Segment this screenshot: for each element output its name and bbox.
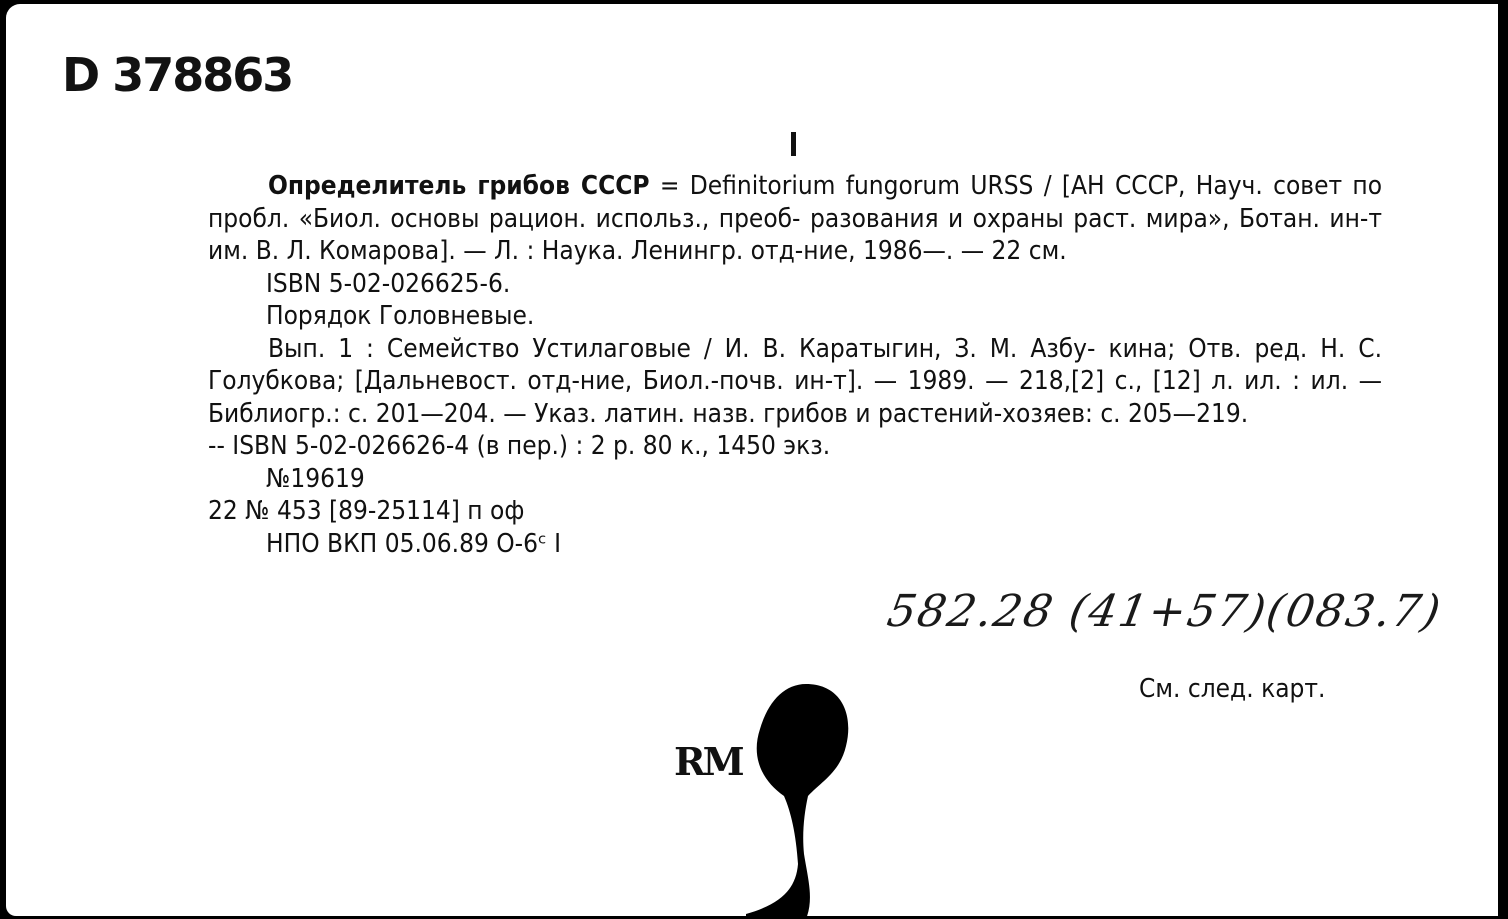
card-number: №19619 [266, 463, 365, 494]
card-id: D 378863 [62, 48, 293, 102]
handwritten-shelfmark: 582.28 (41+57)(083.7) [883, 586, 1446, 637]
volume-description [208, 333, 1382, 431]
registry-line-2: НПО ВКП 05.06.89 О-6ᶜ I [266, 528, 561, 559]
volume-line-1: Вып. 1 : Семейство Устилаговые / И. В. Каратыгин, З. М. Азбу- [268, 333, 1096, 364]
description-line-4: Л. : Наука. Ленингр. отд-ние, 1986—. — 22 см. [494, 236, 1067, 266]
rm-stamp: RM [674, 739, 742, 784]
volume-isbn-line: -- ISBN 5-02-026626-4 (в пер.) : 2 р. 80 к., 1450 экз. [208, 431, 831, 461]
bibliographic-entry [208, 170, 1382, 560]
description-line-3: разования и охраны раст. мира», Ботан. ин-т им. В. Л. Комарова]. — [208, 203, 1382, 266]
isbn-line: ISBN 5-02-026625-6. [266, 268, 511, 299]
volume-line-4: 201—204. — Указ. латин. назв. грибов и растений-хозяев: с. 205—219. [375, 398, 1249, 429]
registry-line-1: 22 № 453 [89-25114] п оф [208, 496, 525, 526]
catalog-card [6, 4, 1498, 916]
volume-line-2: кина; Отв. ред. Н. С. Голубкова; [Дальневост. отд-ние, Биол.-почв. [208, 333, 1382, 396]
series-line: Порядок Головневые. [266, 301, 535, 331]
punch-mark [791, 132, 796, 156]
main-description [208, 170, 1382, 268]
see-next-card: См. след. карт. [1139, 674, 1326, 704]
description-line-1: = Definitorium fungorum URSS / [AH [659, 171, 1105, 201]
ink-blot [746, 684, 866, 916]
entry-title: Определитель грибов СССР [268, 171, 650, 201]
volume-line-3: ин-т]. — 1989. — 218,[2] с., [12] л. ил. : ил. — Библиогр.: с. [208, 366, 1382, 429]
description-line-2: СССР, Науч. совет по пробл. «Биол. основы рацион. использ., преоб- [208, 171, 1382, 234]
